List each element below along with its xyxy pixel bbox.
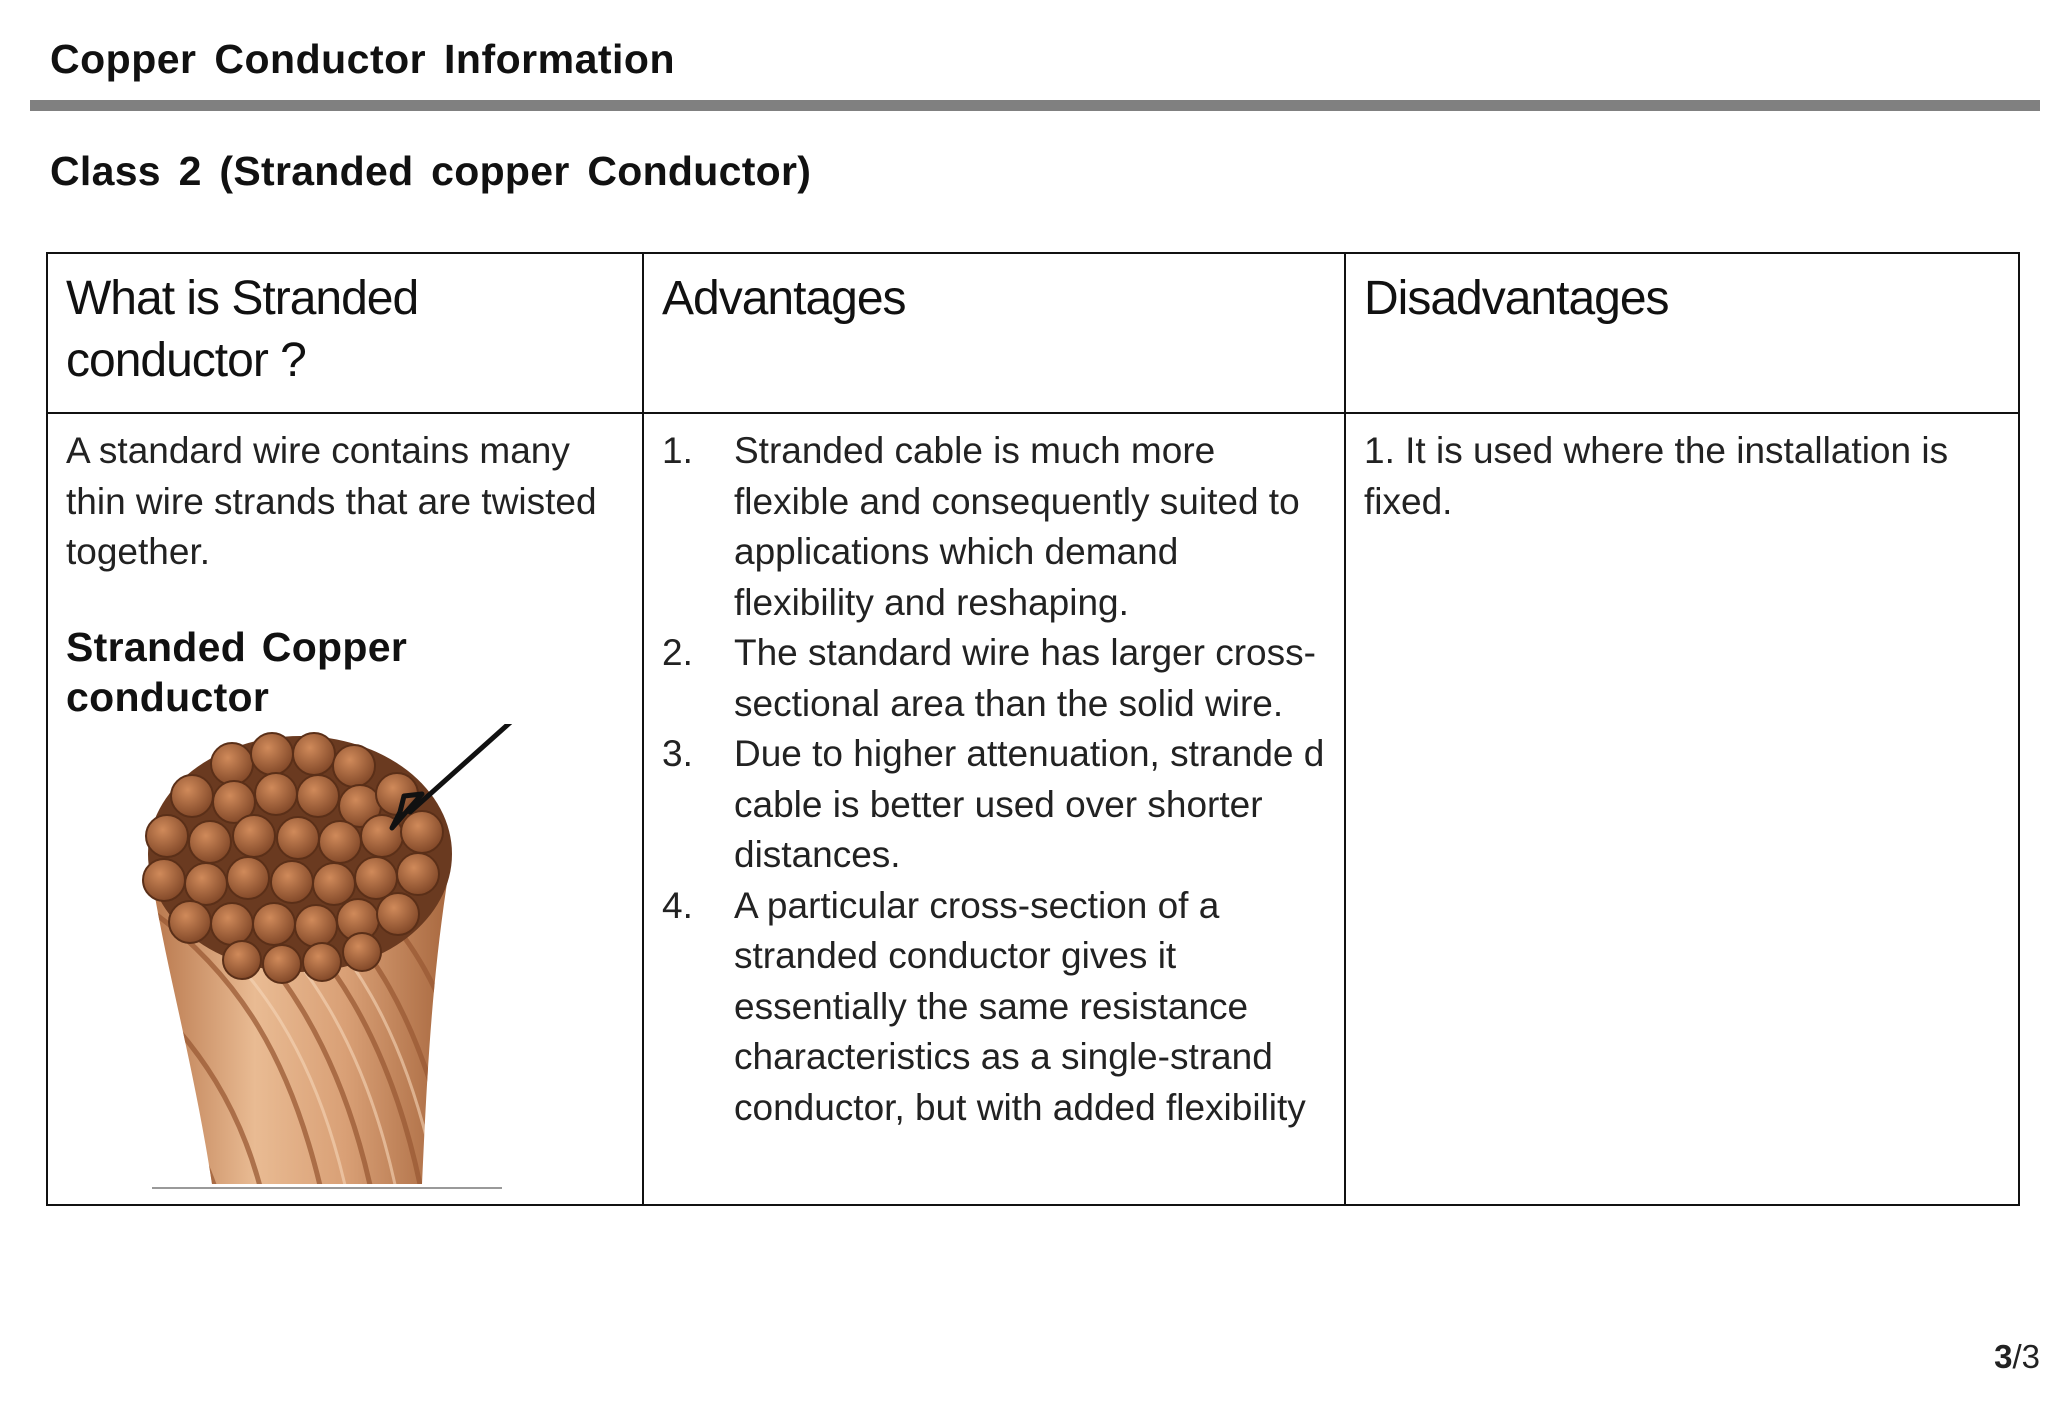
list-item <box>662 628 1326 729</box>
header-advantages: Advantages <box>643 253 1345 413</box>
table-header-row <box>47 253 2019 413</box>
page-number <box>1994 1338 2040 1376</box>
list-item-number: 3. <box>662 733 693 774</box>
list-item <box>662 426 1326 628</box>
stranded-conductor-illustration <box>122 724 602 1204</box>
list-item-text: Stranded cable is much more flexible and consequently suited to applications which demand flexibility and reshaping. <box>734 430 1300 623</box>
list-item-number: 2. <box>662 632 693 673</box>
list-item <box>662 881 1326 1134</box>
title-divider <box>30 100 2040 111</box>
advantages-list <box>662 426 1326 1133</box>
table-row <box>47 413 2019 1205</box>
image-caption: Stranded Copper conductor <box>66 623 408 720</box>
list-item-text: The standard wire has larger cross-sectional area than the solid wire. <box>734 632 1316 724</box>
list-item-text: A particular cross-section of a stranded conductor gives it essentially the same resistance characteristics as a single-strand conductor, but with added flexibility <box>734 884 1306 1128</box>
list-item-number: 4. <box>662 884 693 926</box>
conductor-info-table <box>46 252 2020 1206</box>
disadvantages-cell <box>1345 413 2019 1205</box>
what-cell <box>47 413 643 1205</box>
page-current: 3 <box>1994 1338 2013 1375</box>
list-item-text: Due to higher attenuation, strande d cable is better used over shorter distances. <box>734 733 1325 875</box>
document-title: Copper Conductor Information <box>50 36 676 82</box>
list-item <box>662 729 1326 881</box>
list-item-number: 1. <box>662 430 693 471</box>
disadvantage-text: 1. It is used where the installation is fixed. <box>1364 430 1949 522</box>
page-total: /3 <box>2012 1338 2040 1375</box>
section-heading: Class 2 (Stranded copper Conductor) <box>50 148 812 194</box>
header-disadvantages: Disadvantages <box>1345 253 2019 413</box>
definition-text: A standard wire contains many thin wire strands that are twisted together. <box>66 430 597 572</box>
advantages-cell <box>643 413 1345 1205</box>
header-what-is-stranded: What is Stranded conductor ? <box>47 253 643 413</box>
